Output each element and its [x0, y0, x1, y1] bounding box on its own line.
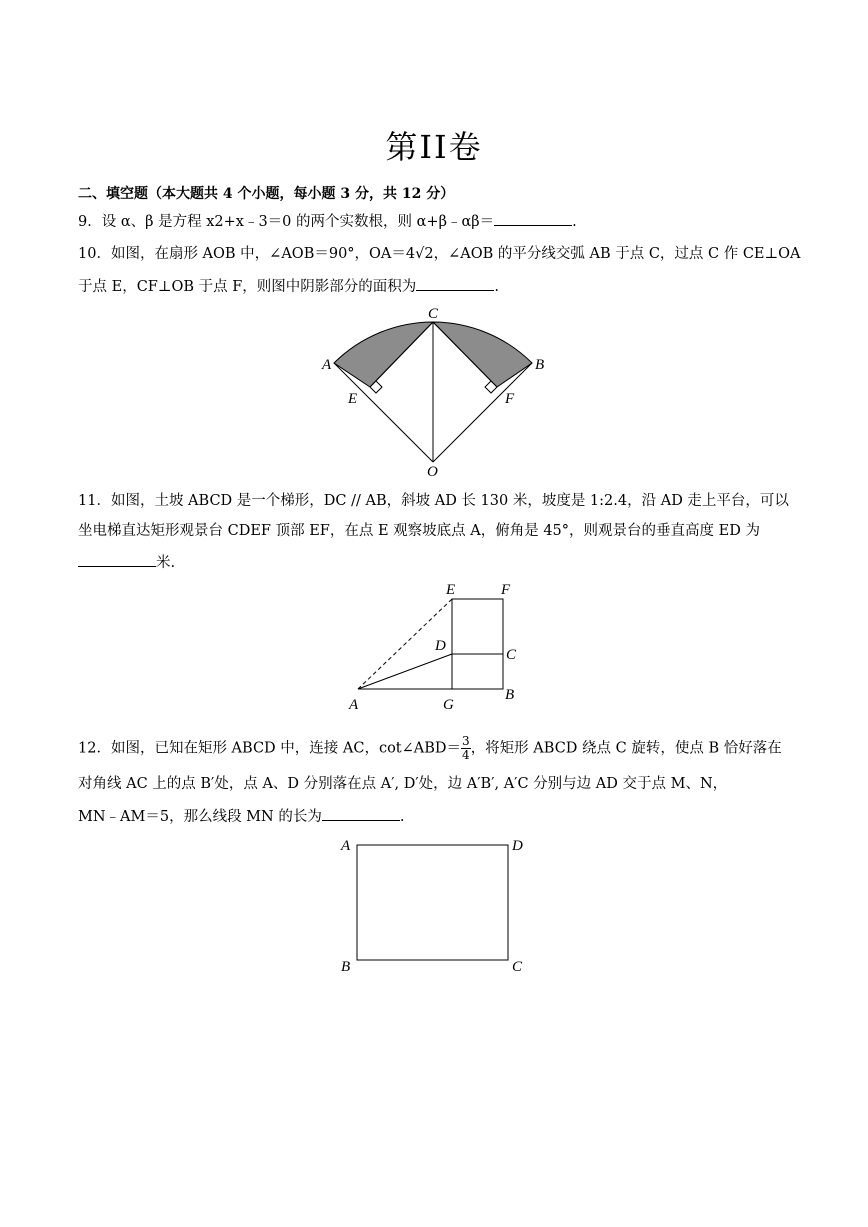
- question-12-text-b: ，将矩形 ABCD 绕点 C 旋转，使点 B 恰好落在: [470, 740, 782, 757]
- label-f: F: [505, 391, 515, 407]
- question-9-end: .: [572, 214, 577, 230]
- label-g: G: [443, 697, 454, 713]
- page-title: 第II卷: [385, 128, 483, 166]
- label-f: F: [501, 582, 511, 598]
- label-e: E: [446, 582, 456, 598]
- question-12-line-2: 对角线 AC 上的点 B′处，点 A、D 分别落在点 A′, D′处，边 A′B′, A′C 分别与边 AD 交于点 M、N，: [78, 776, 728, 792]
- question-10-line-1: 10．如图，在扇形 AOB 中，∠AOB＝90°，OA＝4√2，∠AOB 的平分线交弧 AB 于点 C，过点 C 作 CE⊥OA: [78, 246, 801, 262]
- question-12-text: MN﹣AM＝5，那么线段 MN 的长为: [78, 809, 322, 825]
- question-10-end: .: [494, 279, 499, 295]
- rectangle-abcd: [357, 845, 508, 960]
- question-11-end: 米.: [156, 555, 176, 571]
- label-b: B: [535, 357, 545, 373]
- section-heading: 二、填空题（本大题共 4 个小题，每小题 3 分，共 12 分）: [78, 186, 455, 202]
- label-c: C: [506, 647, 517, 663]
- question-11-line-1: 11．如图，土坡 ABCD 是一个梯形，DC // AB，斜坡 AD 长 130 米，坡度是 1:2.4，沿 AD 走上平台，可以: [78, 493, 789, 509]
- question-10-text: 于点 E，CF⊥OB 于点 F，则图中阴影部分的面积为: [78, 279, 417, 295]
- question-11-line-2: 坐电梯直达矩形观景台 CDEF 顶部 EF，在点 E 观察坡底点 A，俯角是 45°，则观景台的垂直高度 ED 为: [78, 523, 760, 539]
- question-12-text-a: 12．如图，已知在矩形 ABCD 中，连接 AC，cot∠ABD＝: [78, 740, 462, 757]
- label-o: O: [427, 464, 438, 480]
- question-12-end: .: [399, 809, 405, 825]
- label-a: A: [349, 697, 359, 713]
- label-b: B: [505, 687, 515, 703]
- question-9-text: 9．设 α、β 是方程 x2+x﹣3＝0 的两个实数根，则 α+β﹣αβ＝: [78, 214, 495, 230]
- fraction-denominator: 4: [462, 748, 470, 762]
- fraction-numerator: 3: [462, 734, 470, 748]
- label-a: A: [322, 357, 332, 373]
- label-c: C: [428, 306, 439, 322]
- label-e: E: [348, 391, 358, 407]
- label-a: A: [341, 838, 351, 854]
- label-b: B: [341, 959, 351, 975]
- label-d: D: [512, 838, 523, 854]
- label-c: C: [512, 959, 523, 975]
- label-d: D: [435, 638, 446, 654]
